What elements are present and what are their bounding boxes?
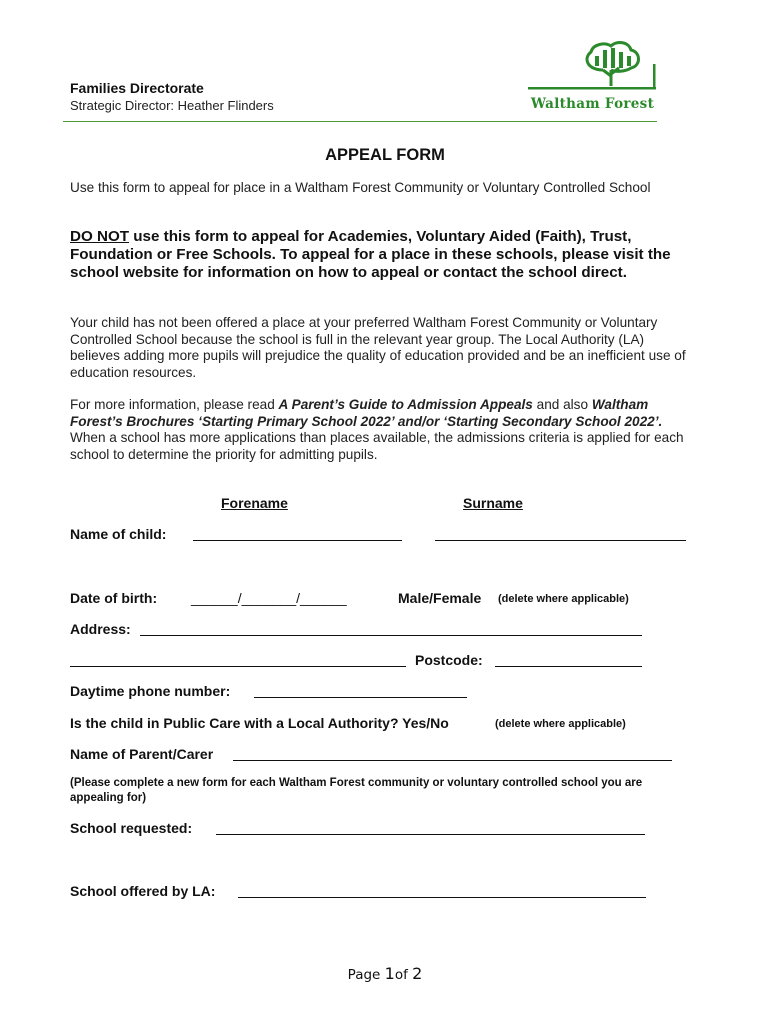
daytime-phone-label: Daytime phone number: [70,683,231,699]
warning-lead: DO NOT [70,228,130,245]
school-requested-field[interactable] [216,834,645,835]
waltham-forest-logo [525,40,660,115]
more-info-tail: When a school has more applications than places available, the admissions criteria is applied for each school to determine the priority for admitting pupils. [70,430,684,462]
more-info-paragraph [70,397,695,463]
of-word: of [394,967,413,983]
address-label: Address: [70,621,131,637]
page-word: Page [347,967,385,983]
male-female-label[interactable]: Male/Female [398,590,482,606]
forename-header: Forename [221,495,288,511]
page-current: 1 [384,964,395,983]
address-field-line-1[interactable] [140,635,642,636]
parents-guide-title: A Parent’s Guide to Admission Appeals [278,397,533,412]
more-info-lead: For more information, please read [70,397,279,412]
page-total: 2 [412,964,423,983]
school-offered-label: School offered by LA: [70,883,216,899]
date-of-birth-label: Date of birth: [70,590,158,606]
forename-field[interactable] [193,540,402,541]
name-of-child-label: Name of child: [70,526,167,542]
delete-note-gender: (delete where applicable) [498,593,629,605]
more-info-and: and also [532,397,592,412]
date-of-birth-field[interactable]: ______/_______/______ [191,590,347,606]
directorate-title: Families Directorate [70,80,204,96]
brochures-title: Waltham Forest’s Brochures ‘Starting Primary School 2022’ and/or ‘Starting Secondary School 2022’. [70,397,663,429]
header-divider [63,121,657,122]
school-offered-field[interactable] [238,897,646,898]
parent-carer-field[interactable] [233,760,672,761]
address-field-line-2[interactable] [70,666,406,667]
warning-body: use this form to appeal for Academies, Voluntary Aided (Faith), Trust, Foundation or Free Schools. To appeal for a place in these schools, please visit the school website for information on how to appeal or contact the school direct. [70,228,671,281]
new-form-note: (Please complete a new form for each Waltham Forest community or voluntary controlled school you are appealing for) [70,777,643,804]
page-number [0,964,770,983]
surname-header: Surname [463,495,523,511]
postcode-label: Postcode: [415,652,483,668]
director-name: Strategic Director: Heather Flinders [70,98,274,113]
tree-icon [525,40,660,98]
delete-note-care: (delete where applicable) [495,718,626,730]
explanation-paragraph: Your child has not been offered a place at your preferred Waltham Forest Community or Voluntary Controlled School because the school is full in the relevant year group. The Local Authority (LA) believes adding more pupils will prejudice the quality of education provided and be an inefficient use of education resources. [70,315,686,380]
parent-carer-label: Name of Parent/Carer [70,746,214,762]
intro-text: Use this form to appeal for place in a Waltham Forest Community or Voluntary Controlled School [70,180,651,195]
form-title: APPEAL FORM [325,146,445,164]
public-care-question[interactable]: Is the child in Public Care with a Local Authority? Yes/No [70,715,449,731]
school-requested-label: School requested: [70,820,193,836]
surname-field[interactable] [435,540,686,541]
daytime-phone-field[interactable] [254,697,467,698]
warning-text [70,228,700,282]
postcode-field[interactable] [495,666,642,667]
logo-wordmark: Waltham Forest [530,96,655,112]
